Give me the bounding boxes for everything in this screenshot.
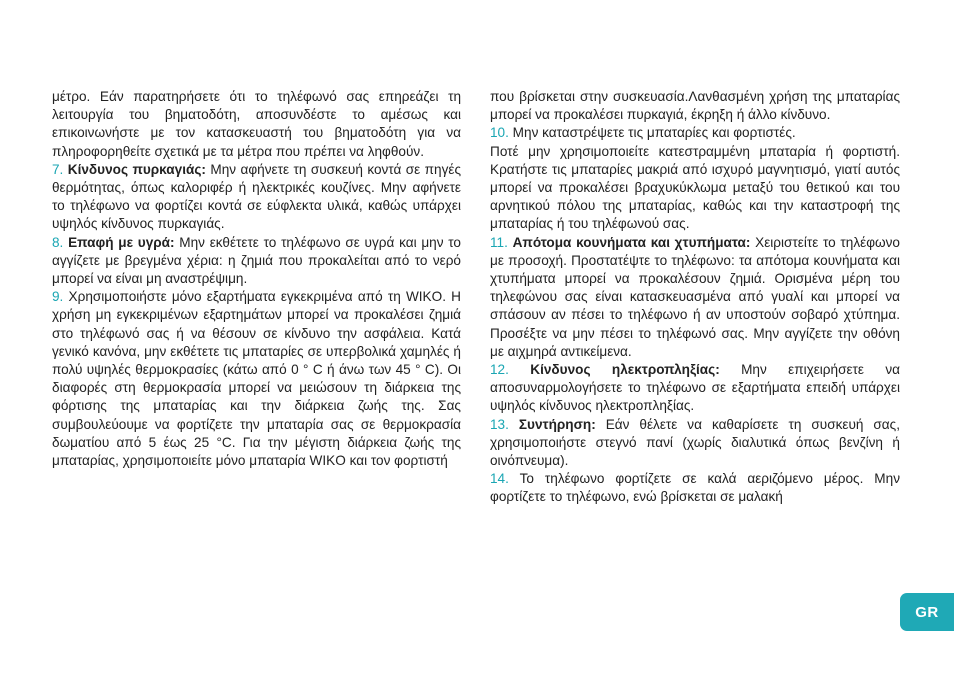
item-13-maintenance — [490, 416, 900, 471]
item-title: Κίνδυνος ηλεκτροπληξίας: — [530, 362, 720, 378]
item-title: Κίνδυνος πυρκαγιάς: — [67, 161, 206, 177]
item-title: Επαφή με υγρά: — [68, 234, 175, 250]
item-number: 13. — [490, 416, 509, 432]
item-text: Μην εκθέτετε το τηλέφωνο σε υγρά και μην το αγγίζετε με βρεγμένα χέρια: η ζημιά που προκαλείται από το νερό μπορεί να είναι μη αναστρέψιμη. — [52, 234, 461, 287]
item-text: Το τηλέφωνο φορτίζετε σε καλά αεριζόμενο μέρος. Μην φορτίζετε το τηλέφωνο, ενώ βρίσκεται σε μαλακή — [490, 471, 900, 505]
paragraph-damaged-battery: Ποτέ μην χρησιμοποιείτε κατεστραμμένη μπαταρία ή φορτιστή. Κρατήστε τις μπαταρίες μακριά από ισχυρό μαγνητισμό, γιατί αυτός μπορεί να προκαλέσει βραχυκύκλωμα μεταξύ του θετικού και του αρνητικού πόλου της μπαταρίας, καθώς και την καταστροφή της μπαταρίας ή του τηλέφωνού σας. — [490, 143, 900, 232]
item-11-shocks — [490, 234, 900, 361]
right-column — [490, 88, 900, 507]
language-tab: GR — [900, 593, 954, 631]
item-9-accessories — [52, 288, 461, 470]
item-text: Εάν θέλετε να καθαρίσετε τη συσκευή σας, χρησιμοποιήστε στεγνό πανί (χωρίς διαλυτικά όπως βενζίνη ή οινόπνευμα). — [490, 416, 900, 469]
left-column — [52, 88, 461, 470]
item-text: Μην καταστρέψετε τις μπαταρίες και φορτιστές. — [508, 125, 796, 141]
item-7-fire-hazard — [52, 161, 461, 234]
item-text: Μην επιχειρήσετε να αποσυναρμολογήσετε το τηλέφωνο σε εξαρτήματα επειδή υπάρχει υψηλός κίνδυνος ηλεκτροπληξίας. — [490, 362, 901, 414]
item-title: Συντήρηση: — [518, 416, 596, 432]
item-text: Χρησιμοποιήστε μόνο εξαρτήματα εγκεκριμένα από τη WIKO. Η χρήση μη εγκεκριμένων εξαρτημάτων μπορεί να προκαλέσει ζημιά στο τηλέφωνό σας ή να θέσουν σε κίνδυνο την ασφάλεια. Κατά γενικό κανόνα, μην εκθέτετε τις μπαταρίες σε υπερβολικά χαμηλές ή πολύ υψηλές θερμοκρασίες (κάτω από 0 ° C ή άνω των 45 ° C). Οι διαφορές στη θερμοκρασία μπορεί να μειώσουν τη διάρκεια της φόρτισης της μπαταρίας και την διάρκεια ζωής της. Σας συμβουλεύουμε να φορτίζετε την μπαταρία σας σε θερμοκρασία δωματίου από 5 έως 25 °C. Για την μέγιστη διάρκεια ζωής της μπαταρίας, χρησιμοποιείτε μόνο μπαταρία WIKO και τον φορτιστή — [52, 289, 461, 469]
item-8-liquid-contact — [52, 234, 461, 289]
item-10-batteries — [490, 124, 900, 142]
item-number: 12. — [490, 362, 509, 378]
item-title: Απότομα κουνήματα και χτυπήματα: — [512, 234, 751, 250]
item-number: 9. — [52, 289, 64, 305]
item-number: 10. — [490, 125, 509, 141]
item-text: Μην αφήνετε τη συσκευή κοντά σε πηγές θερμότητας, όπως καλοριφέρ ή ηλεκτρικές κουζίνες. Μην αφήνετε το τηλέφωνο να φορτίζει κοντά σε εύφλεκτα υλικά, καθώς υπάρχει υψηλός κίνδυνος πυρκαγιάς. — [52, 161, 461, 232]
paragraph-pacemaker-continued: μέτρο. Εάν παρατηρήσετε ότι το τηλέφωνό σας επηρεάζει τη λειτουργία του βηματοδότη, αποσυνδέστε το αμέσως και επικοινωνήστε με τον κατασκευαστή του βηματοδότη για να πληροφορηθείτε σχετικά με τα μέτρα που πρέπει να ληφθούν. — [52, 89, 461, 159]
item-number: 11. — [490, 234, 508, 250]
item-14-charging — [490, 470, 900, 506]
item-text: Χειριστείτε το τηλέφωνο με προσοχή. Προστατέψτε το τηλέφωνο: τα απότομα κουνήματα και χτυπήματα μπορεί να προκαλέσουν ζημιά. Ορισμένα μέρη του τηλεφώνου σας είναι κατασκευασμένα από γυαλί και μπορεί να σπάσουν αν πέσει το τηλέφωνο ή αν υποστούν σοβαρό χτύπημα. Προσέξτε να μην πέσει το τηλέφωνό σας. Μην αγγίζετε την οθόνη με αιχμηρά αντικείμενα. — [490, 234, 900, 359]
paragraph-battery-continued: που βρίσκεται στην συσκευασία.Λανθασμένη χρήση της μπαταρίας μπορεί να προκαλέσει πυρκαγιά, έκρηξη ή άλλο κίνδυνο. — [490, 89, 900, 123]
item-12-electric-shock — [490, 361, 900, 416]
item-number: 7. — [52, 161, 64, 177]
item-number: 8. — [52, 234, 64, 250]
item-number: 14. — [490, 471, 509, 487]
